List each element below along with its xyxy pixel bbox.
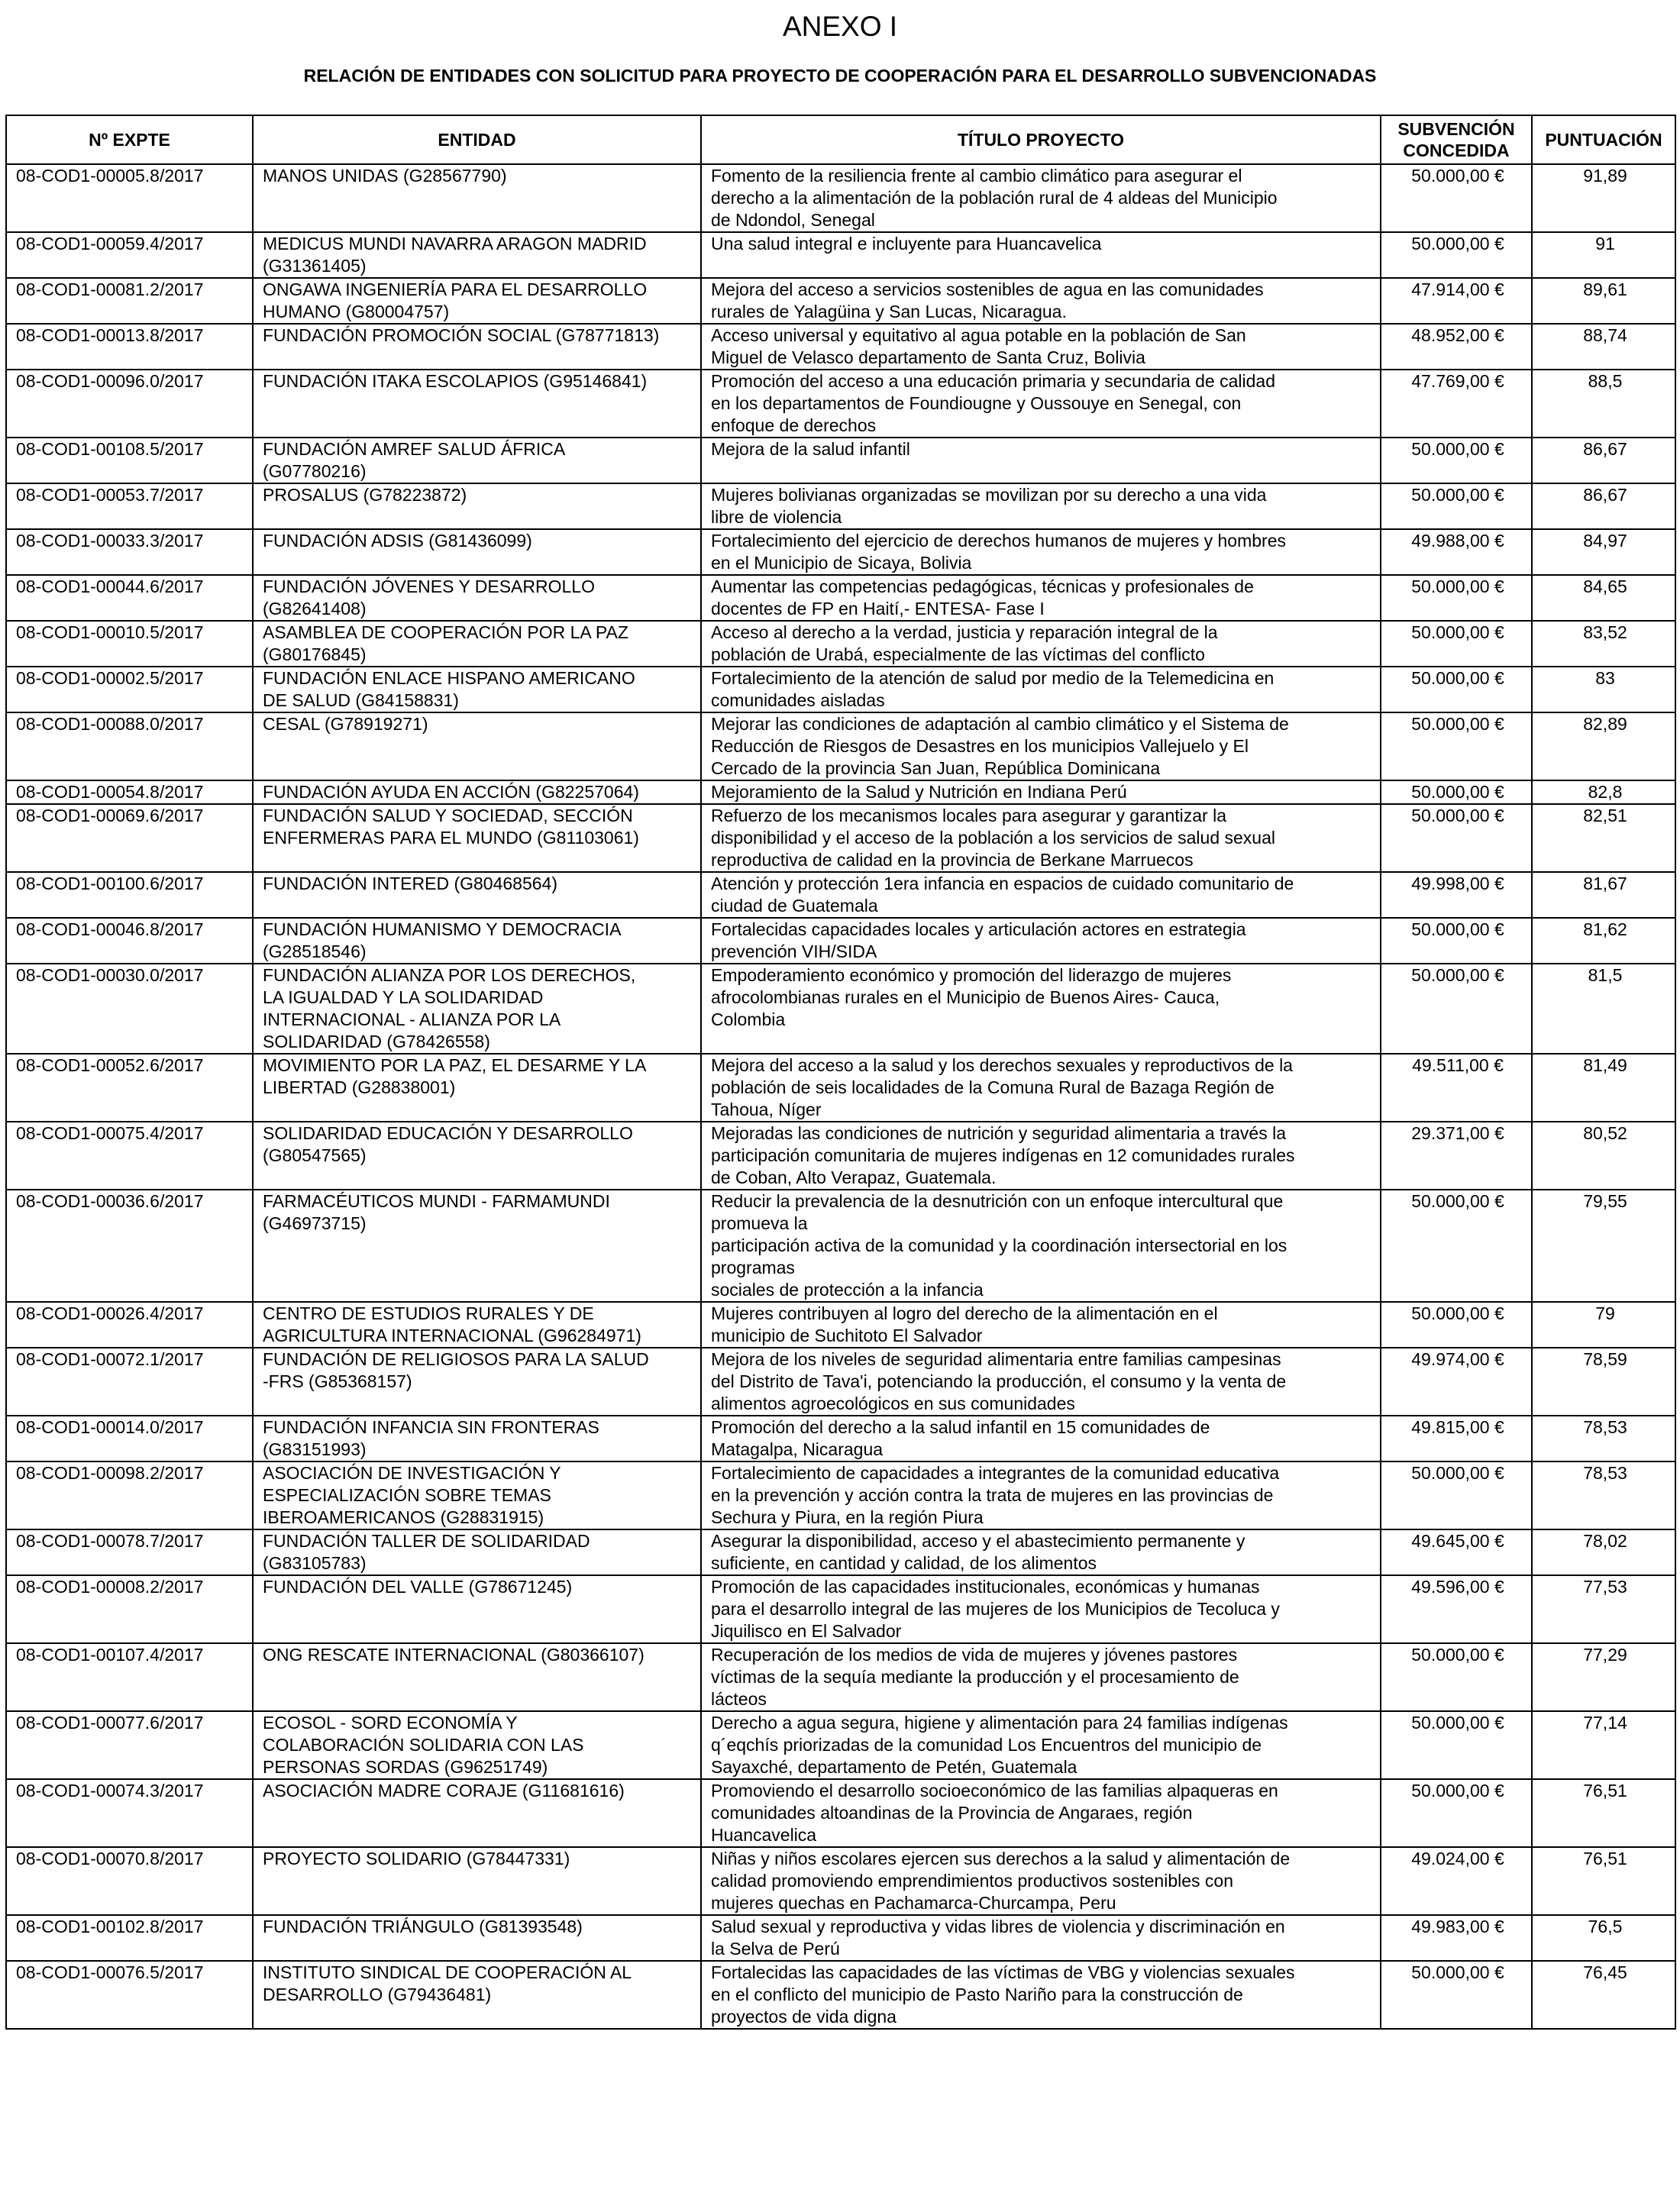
cell-subvencion: 49.511,00 € xyxy=(1381,1054,1532,1122)
cell-puntuacion: 81,62 xyxy=(1532,918,1675,964)
cell-entidad: FUNDACIÓN INFANCIA SIN FRONTERAS (G83151993) xyxy=(253,1416,701,1461)
table-row xyxy=(6,575,1675,621)
cell-subvencion: 50.000,00 € xyxy=(1381,918,1532,964)
cell-titulo: Promoviendo el desarrollo socioeconómico de las familias alpaqueras en comunidades altoandinas de la Provincia de Angaraes, región Huancavelica xyxy=(701,1779,1381,1847)
cell-entidad: FUNDACIÓN HUMANISMO Y DEMOCRACIA (G28518546) xyxy=(253,918,701,964)
cell-subvencion: 48.952,00 € xyxy=(1381,324,1532,370)
cell-entidad: PROSALUS (G78223872) xyxy=(253,483,701,529)
cell-entidad: FUNDACIÓN ALIANZA POR LOS DERECHOS, LA IGUALDAD Y LA SOLIDARIDAD INTERNACIONAL - ALIANZA POR LA SOLIDARIDAD (G78426558) xyxy=(253,964,701,1054)
cell-entidad: FUNDACIÓN DE RELIGIOSOS PARA LA SALUD -FRS (G85368157) xyxy=(253,1348,701,1416)
cell-expte: 08-COD1-00100.6/2017 xyxy=(6,872,253,918)
cell-subvencion: 50.000,00 € xyxy=(1381,1302,1532,1348)
cell-entidad: PROYECTO SOLIDARIO (G78447331) xyxy=(253,1847,701,1915)
cell-entidad: FUNDACIÓN SALUD Y SOCIEDAD, SECCIÓN ENFERMERAS PARA EL MUNDO (G81103061) xyxy=(253,804,701,872)
cell-puntuacion: 82,51 xyxy=(1532,804,1675,872)
cell-titulo: Una salud integral e incluyente para Huancavelica xyxy=(701,232,1381,278)
table-row xyxy=(6,1529,1675,1575)
cell-titulo: Mejora del acceso a servicios sostenibles de agua en las comunidades rurales de Yalagüina y San Lucas, Nicaragua. xyxy=(701,278,1381,324)
cell-subvencion: 49.998,00 € xyxy=(1381,872,1532,918)
cell-puntuacion: 76,51 xyxy=(1532,1779,1675,1847)
cell-titulo: Acceso universal y equitativo al agua potable en la población de San Miguel de Velasco departamento de Santa Cruz, Bolivia xyxy=(701,324,1381,370)
cell-entidad: FUNDACIÓN DEL VALLE (G78671245) xyxy=(253,1575,701,1643)
cell-expte: 08-COD1-00026.4/2017 xyxy=(6,1302,253,1348)
cell-puntuacion: 78,59 xyxy=(1532,1348,1675,1416)
table-row xyxy=(6,483,1675,529)
cell-entidad: CENTRO DE ESTUDIOS RURALES Y DE AGRICULTURA INTERNACIONAL (G96284971) xyxy=(253,1302,701,1348)
table-row xyxy=(6,780,1675,804)
cell-entidad: FUNDACIÓN AYUDA EN ACCIÓN (G82257064) xyxy=(253,780,701,804)
cell-puntuacion: 89,61 xyxy=(1532,278,1675,324)
cell-entidad: FUNDACIÓN ENLACE HISPANO AMERICANO DE SALUD (G84158831) xyxy=(253,667,701,712)
cell-puntuacion: 88,74 xyxy=(1532,324,1675,370)
cell-expte: 08-COD1-00107.4/2017 xyxy=(6,1643,253,1711)
cell-expte: 08-COD1-00046.8/2017 xyxy=(6,918,253,964)
cell-expte: 08-COD1-00088.0/2017 xyxy=(6,712,253,780)
cell-titulo: Derecho a agua segura, higiene y alimentación para 24 familias indígenas q´eqchís priorizadas de la comunidad Los Encuentros del municipio de Sayaxché, departamento de Petén, Guatemala xyxy=(701,1711,1381,1779)
cell-entidad: INSTITUTO SINDICAL DE COOPERACIÓN AL DESARROLLO (G79436481) xyxy=(253,1961,701,2029)
cell-titulo: Fortalecidas las capacidades de las víctimas de VBG y violencias sexuales en el conflicto del municipio de Pasto Nariño para la construcción de proyectos de vida digna xyxy=(701,1961,1381,2029)
cell-subvencion: 29.371,00 € xyxy=(1381,1122,1532,1190)
table-row xyxy=(6,1461,1675,1529)
cell-puntuacion: 82,89 xyxy=(1532,712,1675,780)
cell-expte: 08-COD1-00053.7/2017 xyxy=(6,483,253,529)
cell-puntuacion: 84,65 xyxy=(1532,575,1675,621)
table-row xyxy=(6,278,1675,324)
cell-subvencion: 50.000,00 € xyxy=(1381,1461,1532,1529)
cell-subvencion: 50.000,00 € xyxy=(1381,621,1532,667)
cell-puntuacion: 82,8 xyxy=(1532,780,1675,804)
cell-titulo: Promoción del acceso a una educación primaria y secundaria de calidad en los departamentos de Foundiougne y Oussouye en Senegal, con enfoque de derechos xyxy=(701,370,1381,438)
cell-titulo: Recuperación de los medios de vida de mujeres y jóvenes pastores víctimas de la sequía mediante la producción y el procesamiento de lácteos xyxy=(701,1643,1381,1711)
table-row xyxy=(6,872,1675,918)
cell-titulo: Mejora de los niveles de seguridad alimentaria entre familias campesinas del Distrito de Tava'i, potenciando la producción, el consumo y la venta de alimentos agroecológicos en sus comunidades xyxy=(701,1348,1381,1416)
cell-entidad: ECOSOL - SORD ECONOMÍA Y COLABORACIÓN SOLIDARIA CON LAS PERSONAS SORDAS (G96251749) xyxy=(253,1711,701,1779)
table-row xyxy=(6,324,1675,370)
table-row xyxy=(6,164,1675,232)
cell-subvencion: 50.000,00 € xyxy=(1381,667,1532,712)
cell-titulo: Mejoradas las condiciones de nutrición y seguridad alimentaria a través la participación comunitaria de mujeres indígenas en 12 comunidades rurales de Coban, Alto Verapaz, Guatemala. xyxy=(701,1122,1381,1190)
cell-subvencion: 50.000,00 € xyxy=(1381,1961,1532,2029)
cell-puntuacion: 79 xyxy=(1532,1302,1675,1348)
cell-puntuacion: 78,02 xyxy=(1532,1529,1675,1575)
table-row xyxy=(6,1575,1675,1643)
table-row xyxy=(6,1302,1675,1348)
cell-puntuacion: 77,53 xyxy=(1532,1575,1675,1643)
cell-subvencion: 49.645,00 € xyxy=(1381,1529,1532,1575)
table-row xyxy=(6,918,1675,964)
cell-subvencion: 50.000,00 € xyxy=(1381,712,1532,780)
cell-expte: 08-COD1-00076.5/2017 xyxy=(6,1961,253,2029)
cell-expte: 08-COD1-00078.7/2017 xyxy=(6,1529,253,1575)
cell-expte: 08-COD1-00069.6/2017 xyxy=(6,804,253,872)
cell-subvencion: 49.815,00 € xyxy=(1381,1416,1532,1461)
table-row xyxy=(6,1711,1675,1779)
cell-expte: 08-COD1-00044.6/2017 xyxy=(6,575,253,621)
cell-expte: 08-COD1-00005.8/2017 xyxy=(6,164,253,232)
cell-entidad: ASOCIACIÓN MADRE CORAJE (G11681616) xyxy=(253,1779,701,1847)
cell-titulo: Refuerzo de los mecanismos locales para asegurar y garantizar la disponibilidad y el acceso de la población a los servicios de salud sexual reproductiva de calidad en la provincia de Berkane Marruecos xyxy=(701,804,1381,872)
cell-expte: 08-COD1-00033.3/2017 xyxy=(6,529,253,575)
cell-subvencion: 50.000,00 € xyxy=(1381,575,1532,621)
cell-entidad: FUNDACIÓN AMREF SALUD ÁFRICA (G07780216) xyxy=(253,438,701,483)
cell-subvencion: 50.000,00 € xyxy=(1381,438,1532,483)
cell-puntuacion: 81,49 xyxy=(1532,1054,1675,1122)
table-row xyxy=(6,1915,1675,1961)
cell-entidad: ASAMBLEA DE COOPERACIÓN POR LA PAZ (G80176845) xyxy=(253,621,701,667)
cell-expte: 08-COD1-00052.6/2017 xyxy=(6,1054,253,1122)
header-expte: Nº EXPTE xyxy=(6,115,253,164)
cell-expte: 08-COD1-00096.0/2017 xyxy=(6,370,253,438)
cell-titulo: Promoción del derecho a la salud infantil en 15 comunidades de Matagalpa, Nicaragua xyxy=(701,1416,1381,1461)
cell-subvencion: 50.000,00 € xyxy=(1381,804,1532,872)
cell-puntuacion: 77,14 xyxy=(1532,1711,1675,1779)
cell-entidad: FUNDACIÓN INTERED (G80468564) xyxy=(253,872,701,918)
cell-puntuacion: 83,52 xyxy=(1532,621,1675,667)
cell-expte: 08-COD1-00075.4/2017 xyxy=(6,1122,253,1190)
cell-expte: 08-COD1-00098.2/2017 xyxy=(6,1461,253,1529)
cell-titulo: Mejora del acceso a la salud y los derechos sexuales y reproductivos de la población de seis localidades de la Comuna Rural de Bazaga Región de Tahoua, Níger xyxy=(701,1054,1381,1122)
cell-subvencion: 50.000,00 € xyxy=(1381,164,1532,232)
table-row xyxy=(6,1122,1675,1190)
cell-puntuacion: 76,45 xyxy=(1532,1961,1675,2029)
cell-entidad: FUNDACIÓN ITAKA ESCOLAPIOS (G95146841) xyxy=(253,370,701,438)
table-body xyxy=(6,164,1675,2029)
cell-titulo: Fortalecidas capacidades locales y articulación actores en estrategia prevención VIH/SIDA xyxy=(701,918,1381,964)
cell-entidad: CESAL (G78919271) xyxy=(253,712,701,780)
table-row xyxy=(6,1190,1675,1302)
cell-puntuacion: 79,55 xyxy=(1532,1190,1675,1302)
cell-subvencion: 50.000,00 € xyxy=(1381,1711,1532,1779)
cell-expte: 08-COD1-00036.6/2017 xyxy=(6,1190,253,1302)
document-subtitle: RELACIÓN DE ENTIDADES CON SOLICITUD PARA PROYECTO DE COOPERACIÓN PARA EL DESARROLLO SUBVENCIONADAS xyxy=(303,66,1377,86)
cell-titulo: Atención y protección 1era infancia en espacios de cuidado comunitario de ciudad de Guatemala xyxy=(701,872,1381,918)
table-row xyxy=(6,1416,1675,1461)
subsidies-table xyxy=(5,115,1676,2030)
cell-puntuacion: 81,67 xyxy=(1532,872,1675,918)
table-row xyxy=(6,667,1675,712)
cell-titulo: Fomento de la resiliencia frente al cambio climático para asegurar el derecho a la alimentación de la población rural de 4 aldeas del Municipio de Ndondol, Senegal xyxy=(701,164,1381,232)
cell-expte: 08-COD1-00013.8/2017 xyxy=(6,324,253,370)
cell-puntuacion: 81,5 xyxy=(1532,964,1675,1054)
cell-subvencion: 47.914,00 € xyxy=(1381,278,1532,324)
table-row xyxy=(6,621,1675,667)
cell-subvencion: 49.983,00 € xyxy=(1381,1915,1532,1961)
cell-subvencion: 50.000,00 € xyxy=(1381,1643,1532,1711)
cell-expte: 08-COD1-00054.8/2017 xyxy=(6,780,253,804)
table-row xyxy=(6,964,1675,1054)
table-row xyxy=(6,370,1675,438)
header-subvencion: SUBVENCIÓN CONCEDIDA xyxy=(1381,115,1532,164)
table-header-row xyxy=(6,115,1675,164)
table-row xyxy=(6,712,1675,780)
table-row xyxy=(6,1643,1675,1711)
cell-puntuacion: 84,97 xyxy=(1532,529,1675,575)
cell-puntuacion: 86,67 xyxy=(1532,483,1675,529)
cell-titulo: Promoción de las capacidades institucionales, económicas y humanas para el desarrollo integral de las mujeres de los Municipios de Tecoluca y Jiquilisco en El Salvador xyxy=(701,1575,1381,1643)
cell-entidad: FUNDACIÓN ADSIS (G81436099) xyxy=(253,529,701,575)
cell-expte: 08-COD1-00077.6/2017 xyxy=(6,1711,253,1779)
cell-subvencion: 50.000,00 € xyxy=(1381,780,1532,804)
header-entidad: ENTIDAD xyxy=(253,115,701,164)
cell-titulo: Mejorar las condiciones de adaptación al cambio climático y el Sistema de Reducción de Riesgos de Desastres en los municipios Vallejuelo y El Cercado de la provincia San Juan, República Dominicana xyxy=(701,712,1381,780)
table-row xyxy=(6,529,1675,575)
cell-expte: 08-COD1-00008.2/2017 xyxy=(6,1575,253,1643)
cell-entidad: MEDICUS MUNDI NAVARRA ARAGON MADRID (G31361405) xyxy=(253,232,701,278)
cell-titulo: Mejora de la salud infantil xyxy=(701,438,1381,483)
table-row xyxy=(6,1348,1675,1416)
table-row xyxy=(6,804,1675,872)
cell-expte: 08-COD1-00059.4/2017 xyxy=(6,232,253,278)
cell-titulo: Salud sexual y reproductiva y vidas libres de violencia y discriminación en la Selva de Perú xyxy=(701,1915,1381,1961)
cell-expte: 08-COD1-00010.5/2017 xyxy=(6,621,253,667)
cell-subvencion: 49.988,00 € xyxy=(1381,529,1532,575)
cell-subvencion: 47.769,00 € xyxy=(1381,370,1532,438)
cell-titulo: Asegurar la disponibilidad, acceso y el abastecimiento permanente y suficiente, en cantidad y calidad, de los alimentos xyxy=(701,1529,1381,1575)
cell-entidad: FARMACÉUTICOS MUNDI - FARMAMUNDI (G46973715) xyxy=(253,1190,701,1302)
cell-puntuacion: 76,51 xyxy=(1532,1847,1675,1915)
cell-puntuacion: 83 xyxy=(1532,667,1675,712)
cell-titulo: Aumentar las competencias pedagógicas, técnicas y profesionales de docentes de FP en Haití,- ENTESA- Fase I xyxy=(701,575,1381,621)
cell-expte: 08-COD1-00002.5/2017 xyxy=(6,667,253,712)
cell-titulo: Reducir la prevalencia de la desnutrición con un enfoque intercultural que promueva la participación activa de la comunidad y la coordinación intersectorial en los programas sociales de protección a la infancia xyxy=(701,1190,1381,1302)
table-row xyxy=(6,438,1675,483)
cell-expte: 08-COD1-00030.0/2017 xyxy=(6,964,253,1054)
cell-entidad: ASOCIACIÓN DE INVESTIGACIÓN Y ESPECIALIZACIÓN SOBRE TEMAS IBEROAMERICANOS (G28831915) xyxy=(253,1461,701,1529)
cell-entidad: FUNDACIÓN PROMOCIÓN SOCIAL (G78771813) xyxy=(253,324,701,370)
cell-puntuacion: 76,5 xyxy=(1532,1915,1675,1961)
cell-expte: 08-COD1-00108.5/2017 xyxy=(6,438,253,483)
cell-titulo: Mujeres contribuyen al logro del derecho de la alimentación en el municipio de Suchitoto El Salvador xyxy=(701,1302,1381,1348)
table-row xyxy=(6,1779,1675,1847)
cell-expte: 08-COD1-00014.0/2017 xyxy=(6,1416,253,1461)
cell-entidad: FUNDACIÓN JÓVENES Y DESARROLLO (G82641408) xyxy=(253,575,701,621)
cell-entidad: ONG RESCATE INTERNACIONAL (G80366107) xyxy=(253,1643,701,1711)
cell-titulo: Fortalecimiento de la atención de salud por medio de la Telemedicina en comunidades aisladas xyxy=(701,667,1381,712)
cell-expte: 08-COD1-00081.2/2017 xyxy=(6,278,253,324)
cell-titulo: Fortalecimiento del ejercicio de derechos humanos de mujeres y hombres en el Municipio de Sicaya, Bolivia xyxy=(701,529,1381,575)
cell-entidad: FUNDACIÓN TRIÁNGULO (G81393548) xyxy=(253,1915,701,1961)
cell-entidad: SOLIDARIDAD EDUCACIÓN Y DESARROLLO (G80547565) xyxy=(253,1122,701,1190)
cell-subvencion: 50.000,00 € xyxy=(1381,483,1532,529)
cell-puntuacion: 78,53 xyxy=(1532,1416,1675,1461)
cell-subvencion: 50.000,00 € xyxy=(1381,1779,1532,1847)
cell-puntuacion: 88,5 xyxy=(1532,370,1675,438)
cell-expte: 08-COD1-00102.8/2017 xyxy=(6,1915,253,1961)
table-row xyxy=(6,1961,1675,2029)
cell-titulo: Niñas y niños escolares ejercen sus derechos a la salud y alimentación de calidad promoviendo emprendimientos productivos sostenibles con mujeres quechas en Pachamarca-Churcampa, Peru xyxy=(701,1847,1381,1915)
cell-titulo: Mujeres bolivianas organizadas se movilizan por su derecho a una vida libre de violencia xyxy=(701,483,1381,529)
cell-titulo: Empoderamiento económico y promoción del liderazgo de mujeres afrocolombianas rurales en el Municipio de Buenos Aires- Cauca, Colombia xyxy=(701,964,1381,1054)
cell-subvencion: 49.974,00 € xyxy=(1381,1348,1532,1416)
cell-entidad: MANOS UNIDAS (G28567790) xyxy=(253,164,701,232)
cell-subvencion: 49.596,00 € xyxy=(1381,1575,1532,1643)
cell-entidad: MOVIMIENTO POR LA PAZ, EL DESARME Y LA LIBERTAD (G28838001) xyxy=(253,1054,701,1122)
cell-expte: 08-COD1-00070.8/2017 xyxy=(6,1847,253,1915)
cell-entidad: ONGAWA INGENIERÍA PARA EL DESARROLLO HUMANO (G80004757) xyxy=(253,278,701,324)
cell-subvencion: 50.000,00 € xyxy=(1381,232,1532,278)
cell-expte: 08-COD1-00074.3/2017 xyxy=(6,1779,253,1847)
cell-puntuacion: 80,52 xyxy=(1532,1122,1675,1190)
table-row xyxy=(6,1054,1675,1122)
cell-puntuacion: 91,89 xyxy=(1532,164,1675,232)
cell-subvencion: 49.024,00 € xyxy=(1381,1847,1532,1915)
table-row xyxy=(6,232,1675,278)
table-row xyxy=(6,1847,1675,1915)
cell-entidad: FUNDACIÓN TALLER DE SOLIDARIDAD (G83105783) xyxy=(253,1529,701,1575)
cell-puntuacion: 78,53 xyxy=(1532,1461,1675,1529)
header-puntuacion: PUNTUACIÓN xyxy=(1532,115,1675,164)
header-titulo: TÍTULO PROYECTO xyxy=(701,115,1381,164)
cell-puntuacion: 91 xyxy=(1532,232,1675,278)
cell-titulo: Acceso al derecho a la verdad, justicia y reparación integral de la población de Urabá, especialmente de las víctimas del conflicto xyxy=(701,621,1381,667)
document-title: ANEXO I xyxy=(782,11,898,42)
cell-puntuacion: 77,29 xyxy=(1532,1643,1675,1711)
cell-puntuacion: 86,67 xyxy=(1532,438,1675,483)
cell-titulo: Mejoramiento de la Salud y Nutrición en Indiana Perú xyxy=(701,780,1381,804)
cell-subvencion: 50.000,00 € xyxy=(1381,1190,1532,1302)
cell-subvencion: 50.000,00 € xyxy=(1381,964,1532,1054)
cell-expte: 08-COD1-00072.1/2017 xyxy=(6,1348,253,1416)
cell-titulo: Fortalecimiento de capacidades a integrantes de la comunidad educativa en la prevención y acción contra la trata de mujeres en las provincias de Sechura y Piura, en la región Piura xyxy=(701,1461,1381,1529)
